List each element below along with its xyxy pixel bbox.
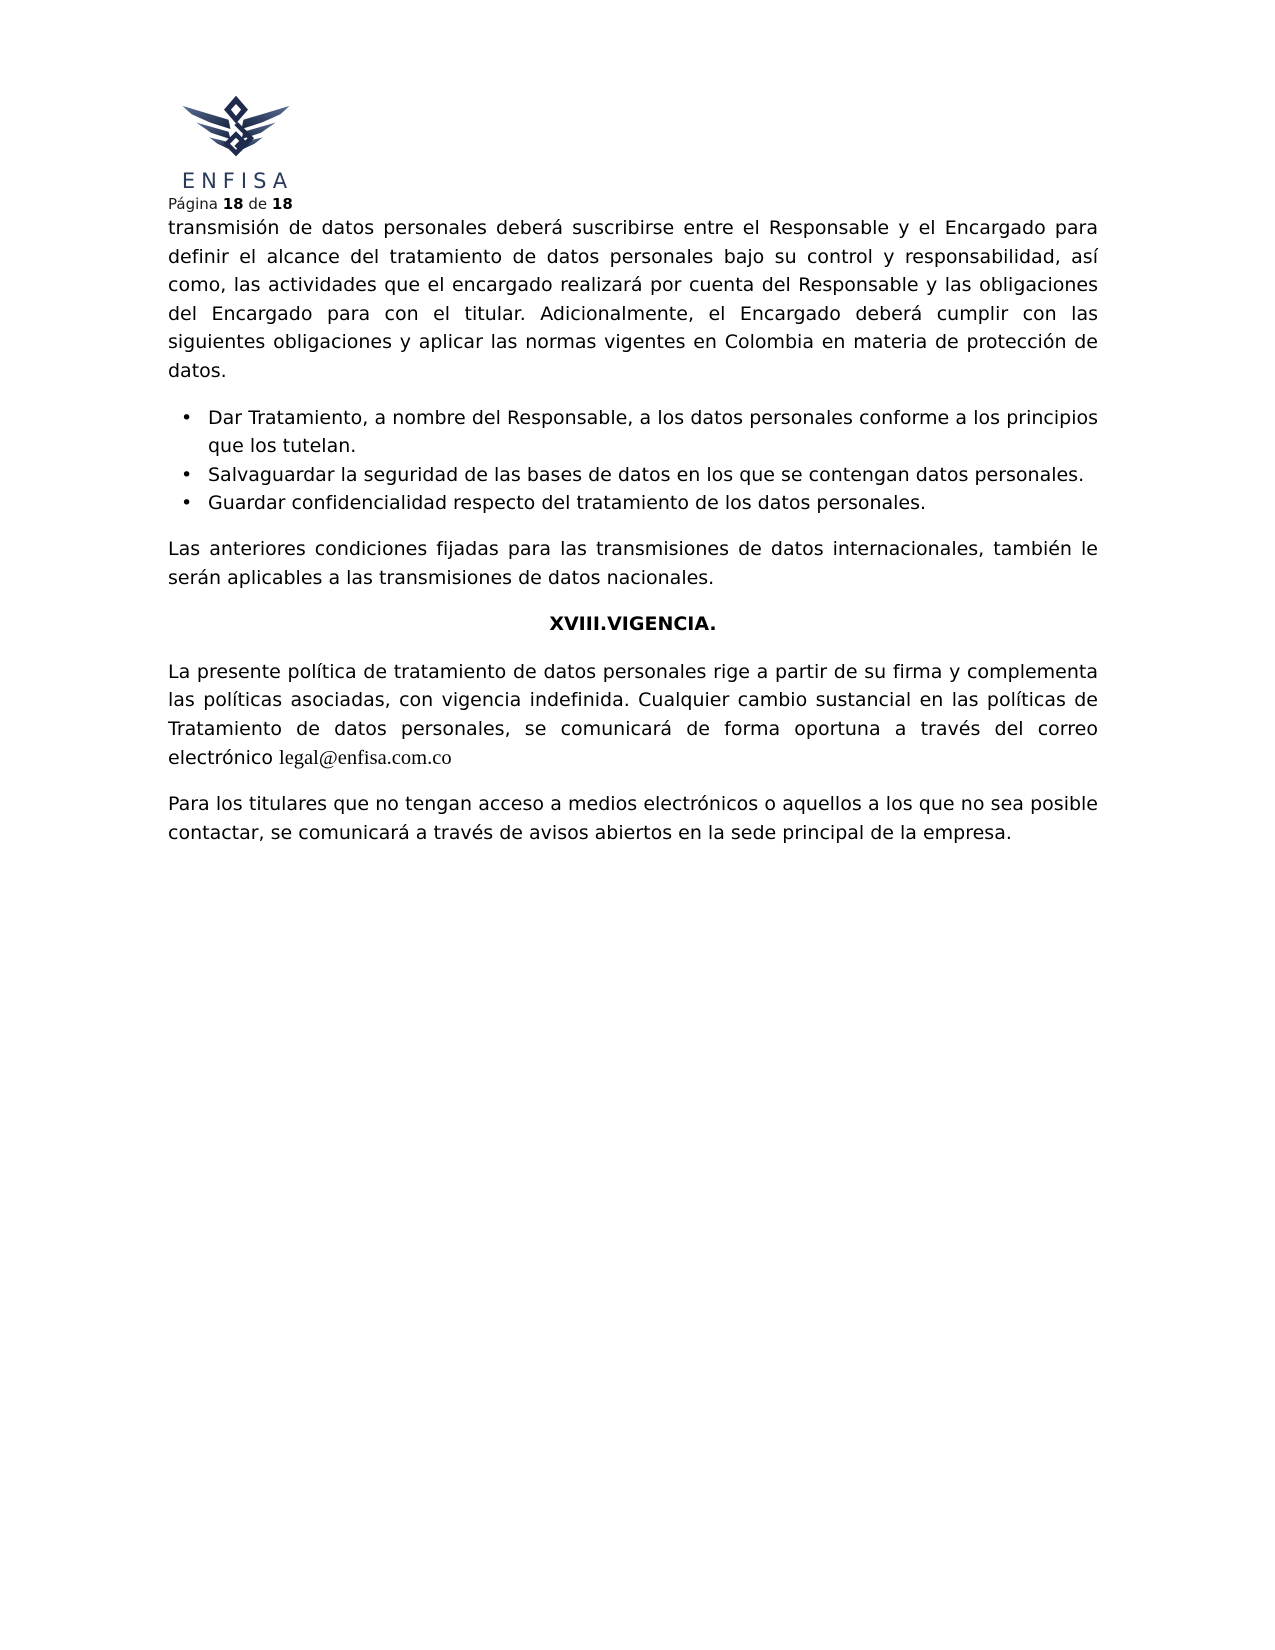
paragraph-vigencia-text: La presente política de tratamiento de datos personales rige a partir de su firma y complementa las políticas asociadas, con vigencia indefinida. Cualquier cambio sustancial en las políticas de Tratamiento de datos personales, se comunicará de forma oportuna a través del correo electrónico — [168, 660, 1098, 769]
bullet-icon: • — [181, 406, 193, 429]
logo-wordmark: ENFISA — [181, 169, 294, 193]
list-item-text: Guardar confidencialidad respecto del tratamiento de los datos personales. — [208, 492, 927, 515]
enfisa-emblem-icon — [180, 92, 292, 166]
paragraph-notice: Para los titulares que no tengan acceso a medios electrónicos o aquellos a los que no sea posible contactar, se comunicará a través de avisos abiertos en la sede principal de la empresa. — [168, 793, 1098, 844]
document-body — [168, 214, 1098, 865]
list-item-confidencialidad — [168, 489, 1098, 518]
page-indicator-total: 18 — [271, 195, 293, 213]
paragraph-vigencia — [168, 658, 1098, 772]
page-indicator-label: Página — [168, 195, 218, 213]
list-item-text: Dar Tratamiento, a nombre del Responsable, a los datos personales conforme a los principios que los tutelan. — [208, 406, 1098, 458]
company-logo — [178, 92, 294, 193]
bullet-icon: • — [181, 492, 193, 515]
list-item-salvaguardar — [168, 461, 1098, 490]
bullet-icon: • — [181, 463, 193, 486]
paragraph-intro: transmisión de datos personales deberá suscribirse entre el Responsable y el Encargado para definir el alcance del tratamiento de datos personales bajo su control y responsabilidad, así como, las actividades que el encargado realizará por cuenta del Responsable y las obligaciones del Encargado para con el titular. Adicionalmente, el Encargado deberá cumplir con las siguientes obligaciones y aplicar las normas vigentes en Colombia en materia de protección de datos. — [168, 217, 1098, 382]
paragraph-conditions: Las anteriores condiciones fijadas para las transmisiones de datos internacionales, también le serán aplicables a las transmisiones de datos nacionales. — [168, 537, 1098, 589]
obligations-list — [168, 404, 1098, 518]
page-indicator-separator: de — [248, 195, 268, 213]
list-item-dar-tratamiento — [168, 404, 1098, 461]
section-heading-vigencia: XVIII.VIGENCIA. — [549, 613, 717, 636]
list-item-text: Salvaguardar la seguridad de las bases de datos en los que se contengan datos personales. — [208, 463, 1085, 486]
page-indicator-current: 18 — [222, 195, 244, 213]
page-indicator — [168, 195, 293, 213]
contact-email: legal@enfisa.com.co — [279, 746, 452, 769]
